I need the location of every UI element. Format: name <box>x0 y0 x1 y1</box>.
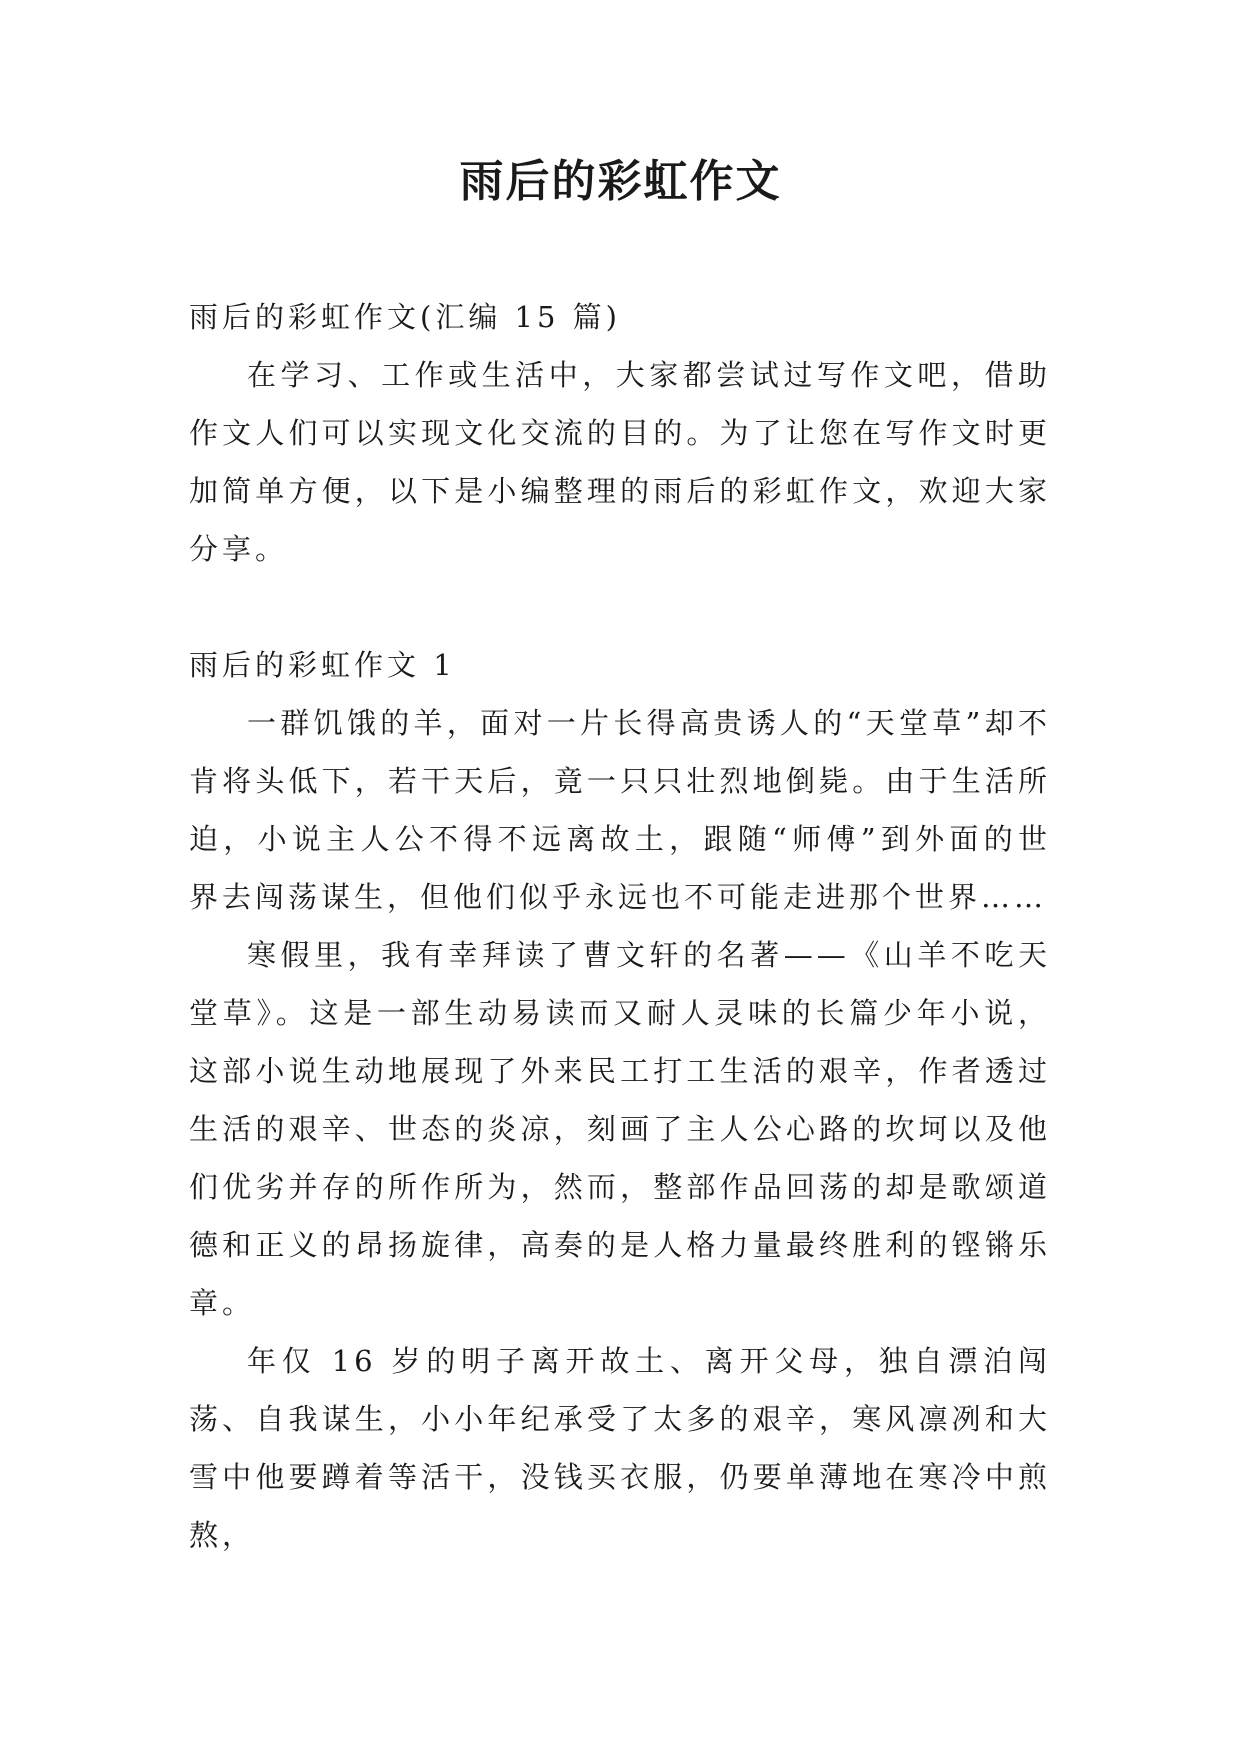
intro-paragraph: 在学习、工作或生活中，大家都尝试过写作文吧，借助作文人们可以实现文化交流的目的。为了让您在写作文时更加简单方便，以下是小编整理的雨后的彩虹作文，欢迎大家分享。 <box>189 358 1051 566</box>
document-subtitle: 雨后的彩虹作文(汇编 15 篇) <box>189 300 621 334</box>
body-paragraph: 年仅 16 岁的明子离开故土、离开父母，独自漂泊闯荡、自我谋生，小小年纪承受了太多的艰辛，寒风凛冽和大雪中他要蹲着等活干，没钱买衣服，仍要单薄地在寒冷中煎熬， <box>189 1344 1051 1552</box>
document-body <box>189 288 1051 1564</box>
body-paragraph: 一群饥饿的羊，面对一片长得高贵诱人的“天堂草”却不肯将头低下，若干天后，竟一只只壮烈地倒毙。由于生活所迫，小说主人公不得不远离故土，跟随“师傅”到外面的世界去闯荡谋生，但他们似乎永远也不可能走进那个世界…… <box>189 706 1051 914</box>
document-title: 雨后的彩虹作文 <box>459 156 782 207</box>
body-paragraph: 寒假里，我有幸拜读了曹文轩的名著——《山羊不吃天堂草》。这是一部生动易读而又耐人灵味的长篇少年小说，这部小说生动地展现了外来民工打工生活的艰辛，作者透过生活的艰辛、世态的炎凉，刻画了主人公心路的坎坷以及他们优劣并存的所作所为，然而，整部作品回荡的却是歌颂道德和正义的昂扬旋律，高奏的是人格力量最终胜利的铿锵乐章。 <box>189 938 1051 1320</box>
section-spacer <box>189 578 1051 636</box>
section-heading: 雨后的彩虹作文 1 <box>189 648 456 682</box>
